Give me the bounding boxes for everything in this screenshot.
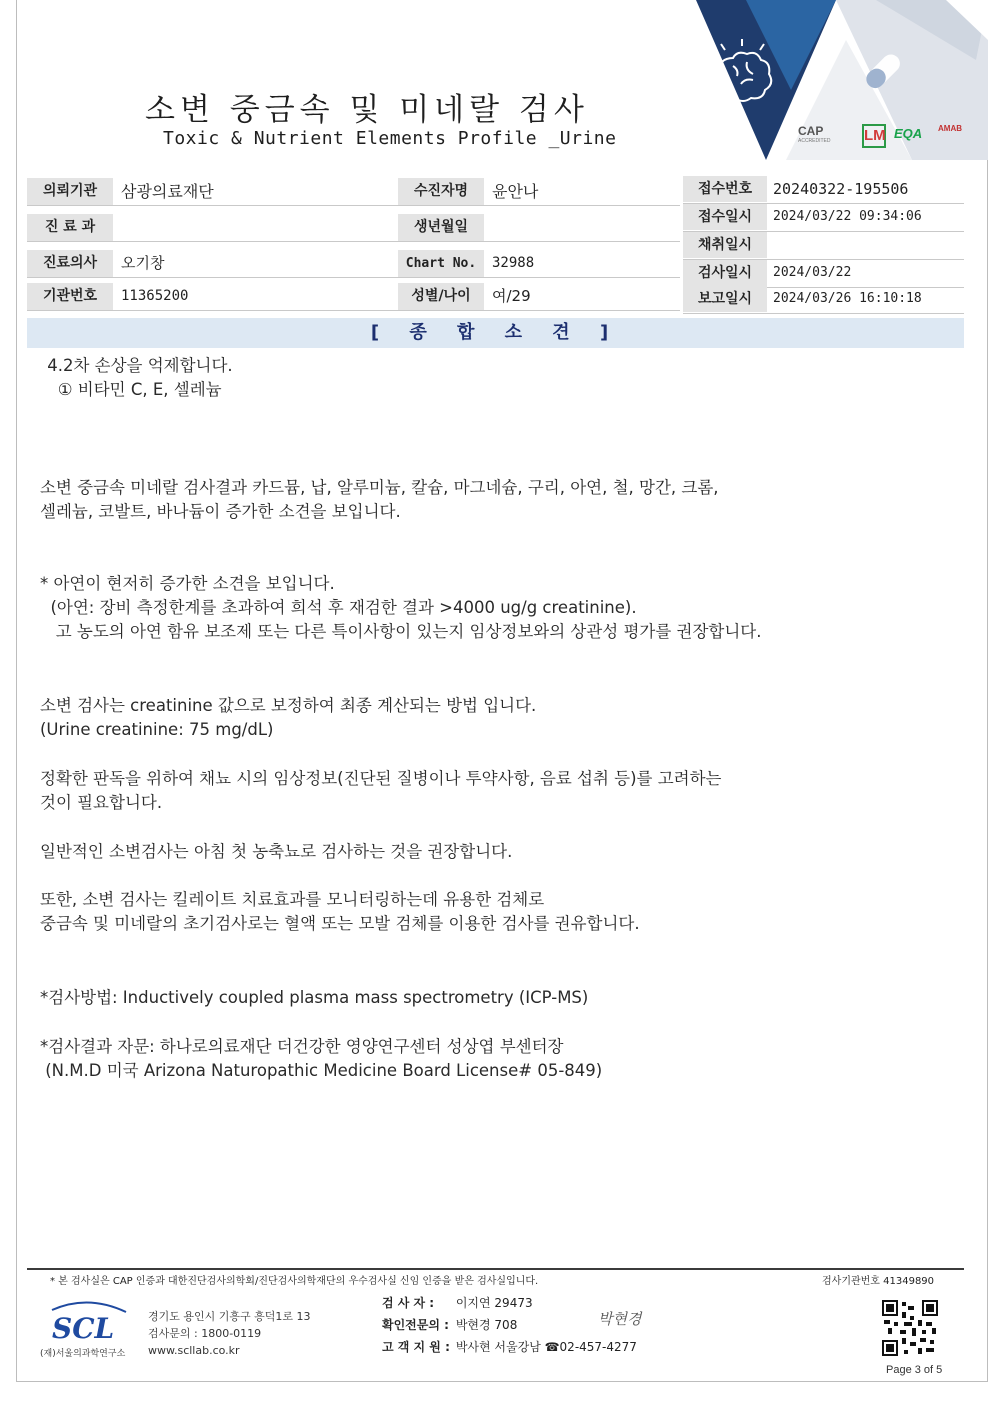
page-title: 소변 중금속 및 미네랄 검사	[145, 92, 589, 128]
info-label: 의뢰기관	[27, 178, 113, 205]
signature: 박현경	[598, 1310, 642, 1328]
info-value: 윤안나	[492, 182, 539, 201]
staff-label: 고 객 지 원 :	[382, 1340, 450, 1354]
info-label: 보고일시	[683, 286, 767, 312]
staff-value: 박현경 708	[455, 1318, 518, 1332]
paragraph: * 아연이 현저히 증가한 소견을 보입니다. (아연: 장비 측정한계를 초과하여 희석 후 재검한 결과 >4000 ug/g creatinine). 고 농도의 아연 함유 보조제 또는 다른 특이사항이 있는지 임상정보와의 상관성 평가를 권장합니다.	[40, 574, 762, 641]
info-row	[683, 260, 964, 288]
info-row	[27, 214, 399, 242]
accreditation-note: * 본 검사실은 CAP 인증과 대한진단검사의학회/진단검사의학재단의 우수검사실 신임 인증을 받은 검사실입니다.	[50, 1276, 539, 1287]
info-value	[486, 214, 492, 241]
paragraph: 소변 검사는 creatinine 값으로 보정하여 최종 계산되는 방법 입니다. (Urine creatinine: 75 mg/dL)	[40, 696, 537, 739]
info-col-1	[27, 178, 399, 312]
info-label: 기관번호	[27, 283, 113, 310]
paragraph: 소변 중금속 미네랄 검사결과 카드뮴, 납, 알루미늄, 칼슘, 마그네슘, 구리, 아연, 철, 망간, 크롬, 셀레늄, 코발트, 바나듐이 증가한 소견을 보입니다.	[40, 478, 719, 521]
paragraph: 일반적인 소변검사는 아침 첫 농축뇨로 검사하는 것을 권장합니다.	[40, 842, 513, 861]
info-row	[398, 214, 680, 242]
paragraph: 4.2차 손상을 억제합니다. ① 비타민 C, E, 셀레늄	[47, 356, 233, 399]
scl-logo-text: SCL	[52, 1312, 115, 1345]
staff-label: 검 사 자 :	[382, 1296, 435, 1310]
info-row	[27, 283, 399, 311]
institution-number: 검사기관번호 41349890	[822, 1276, 935, 1287]
staff-row	[382, 1336, 637, 1358]
info-label: 접수일시	[683, 204, 767, 230]
info-row	[683, 204, 964, 232]
info-value	[767, 232, 773, 258]
info-label: Chart No.	[398, 250, 484, 277]
cap-logo: CAP ACCREDITED	[798, 124, 831, 144]
info-col-3	[683, 176, 964, 310]
section-title: [ 종 합 소 견 ]	[27, 318, 964, 348]
info-row	[683, 232, 964, 260]
staff-label: 확인전문의 :	[382, 1318, 449, 1332]
info-label: 접수번호	[683, 176, 767, 202]
info-value: 2024/03/22 09:34:06	[773, 209, 922, 224]
info-row	[398, 283, 680, 311]
lm-logo: LM	[862, 124, 886, 148]
info-value	[115, 214, 121, 241]
paragraph: *검사방법: Inductively coupled plasma mass spectrometry (ICP-MS)	[40, 988, 589, 1007]
info-row	[683, 176, 964, 204]
info-label: 성별/나이	[398, 283, 484, 310]
paragraph: *검사결과 자문: 하나로의료재단 더건강한 영양연구센터 성상엽 부센터장 (N.M.D 미국 Arizona Naturopathic Medicine Board License# 05-849)	[40, 1037, 603, 1080]
info-value: 여/29	[492, 287, 531, 305]
org-address: 경기도 용인시 기흥구 흥덕1로 13 검사문의 : 1800-0119 www.scllab.co.kr	[148, 1310, 311, 1357]
info-row	[398, 178, 680, 206]
amab-logo: AMAB	[938, 124, 962, 133]
info-col-2	[398, 178, 680, 312]
eqa-logo: EQA	[894, 126, 923, 141]
info-value: 20240322-195506	[773, 180, 909, 198]
info-value: 2024/03/22	[773, 265, 852, 280]
info-row	[398, 250, 680, 278]
paragraph: 또한, 소변 검사는 킬레이트 치료효과를 모니터링하는데 유용한 검체로 중금속 및 미네랄의 초기검사로는 혈액 또는 모발 검체를 이용한 검사를 권유합니다.	[40, 890, 640, 933]
paragraph: 정확한 판독을 위하여 채뇨 시의 임상정보(진단된 질병이나 투약사항, 음료 섭취 등)를 고려하는 것이 필요합니다.	[40, 769, 722, 812]
org-name: (재)서울의과학연구소	[40, 1349, 126, 1359]
footer-divider	[27, 1268, 964, 1270]
info-row	[27, 178, 399, 206]
accreditation-logos	[798, 122, 970, 152]
qr-code	[882, 1300, 938, 1356]
info-label: 진 료 과	[27, 214, 113, 241]
page-number: Page 3 of 5	[886, 1364, 943, 1376]
info-label: 생년월일	[398, 214, 484, 241]
info-label: 검사일시	[683, 260, 767, 286]
info-value: 32988	[492, 255, 535, 271]
info-row	[27, 250, 399, 278]
info-label: 진료의사	[27, 250, 113, 277]
staff-value: 이지연 29473	[455, 1296, 533, 1310]
info-value: 2024/03/26 16:10:18	[773, 291, 922, 306]
page-subtitle: Toxic & Nutrient Elements Profile _Urine	[163, 128, 617, 149]
staff-value: 박사현 서울강남 ☎02-457-4277	[455, 1340, 637, 1354]
info-value: 11365200	[121, 288, 189, 304]
info-value: 삼광의료재단	[121, 182, 214, 201]
info-label: 수진자명	[398, 178, 484, 205]
scl-logo	[48, 1300, 128, 1346]
info-label: 채취일시	[683, 232, 767, 258]
info-row	[683, 286, 964, 314]
info-value: 오기창	[121, 254, 165, 272]
